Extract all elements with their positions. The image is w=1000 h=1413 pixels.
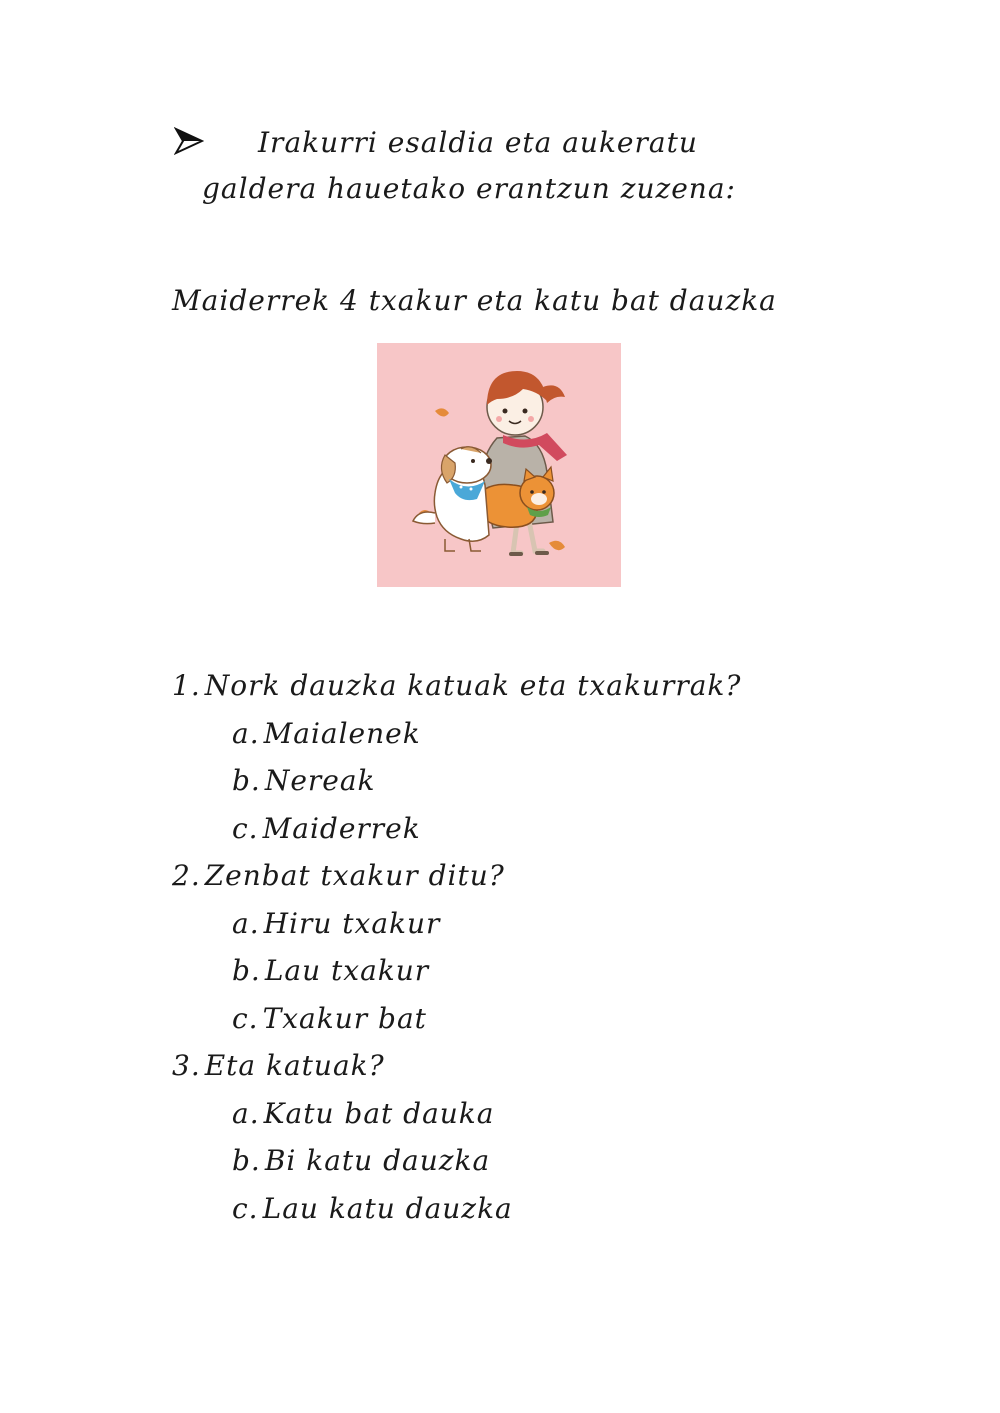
question-number: 3. — [172, 1049, 201, 1082]
option-letter: c. — [232, 1191, 259, 1225]
option-text: Hiru txakur — [263, 906, 441, 940]
question-number: 1. — [172, 669, 201, 702]
question-2-option-c[interactable] — [172, 995, 872, 1043]
question-1-option-a[interactable] — [172, 710, 872, 758]
instruction-line-2: galdera hauetako erantzun zuzena: — [202, 172, 736, 205]
question-text: Nork dauzka katuak eta txakurrak? — [204, 669, 742, 702]
option-text: Maialenek — [263, 716, 421, 750]
option-text: Maiderrek — [262, 811, 421, 845]
option-letter: b. — [232, 954, 261, 987]
option-text: Bi katu dauzka — [264, 1144, 491, 1177]
option-letter: c. — [232, 811, 259, 845]
option-text: Lau txakur — [264, 954, 430, 987]
option-text: Katu bat dauka — [263, 1096, 495, 1130]
question-number: 2. — [172, 859, 201, 892]
option-letter: a. — [232, 716, 260, 750]
girl-with-dog-and-cat-illustration — [377, 343, 621, 587]
question-2-option-a[interactable] — [172, 900, 872, 948]
option-letter: a. — [232, 906, 260, 940]
question-3 — [172, 1042, 872, 1090]
question-text: Eta katuak? — [204, 1049, 385, 1082]
option-letter: c. — [232, 1001, 259, 1035]
option-letter: a. — [232, 1096, 260, 1130]
question-2 — [172, 852, 872, 900]
instruction-line-1: Irakurri esaldia eta aukeratu — [258, 126, 698, 159]
option-text: Txakur bat — [262, 1001, 427, 1035]
questions-list — [172, 662, 872, 1232]
option-letter: b. — [232, 1144, 261, 1177]
question-2-option-b[interactable] — [172, 947, 872, 995]
reading-sentence: Maiderrek 4 txakur eta katu bat dauzka — [172, 284, 777, 317]
question-text: Zenbat txakur ditu? — [204, 859, 505, 892]
leaf-icon — [549, 541, 565, 550]
option-text: Nereak — [264, 764, 376, 797]
question-3-option-a[interactable] — [172, 1090, 872, 1138]
option-text: Lau katu dauzka — [262, 1191, 513, 1225]
question-1-option-b[interactable] — [172, 757, 872, 805]
question-3-option-c[interactable] — [172, 1185, 872, 1233]
question-1-option-c[interactable] — [172, 805, 872, 853]
option-letter: b. — [232, 764, 261, 797]
leaf-icon — [435, 408, 449, 416]
arrowhead-bullet-icon — [174, 126, 204, 156]
question-1 — [172, 662, 872, 710]
question-3-option-b[interactable] — [172, 1137, 872, 1185]
